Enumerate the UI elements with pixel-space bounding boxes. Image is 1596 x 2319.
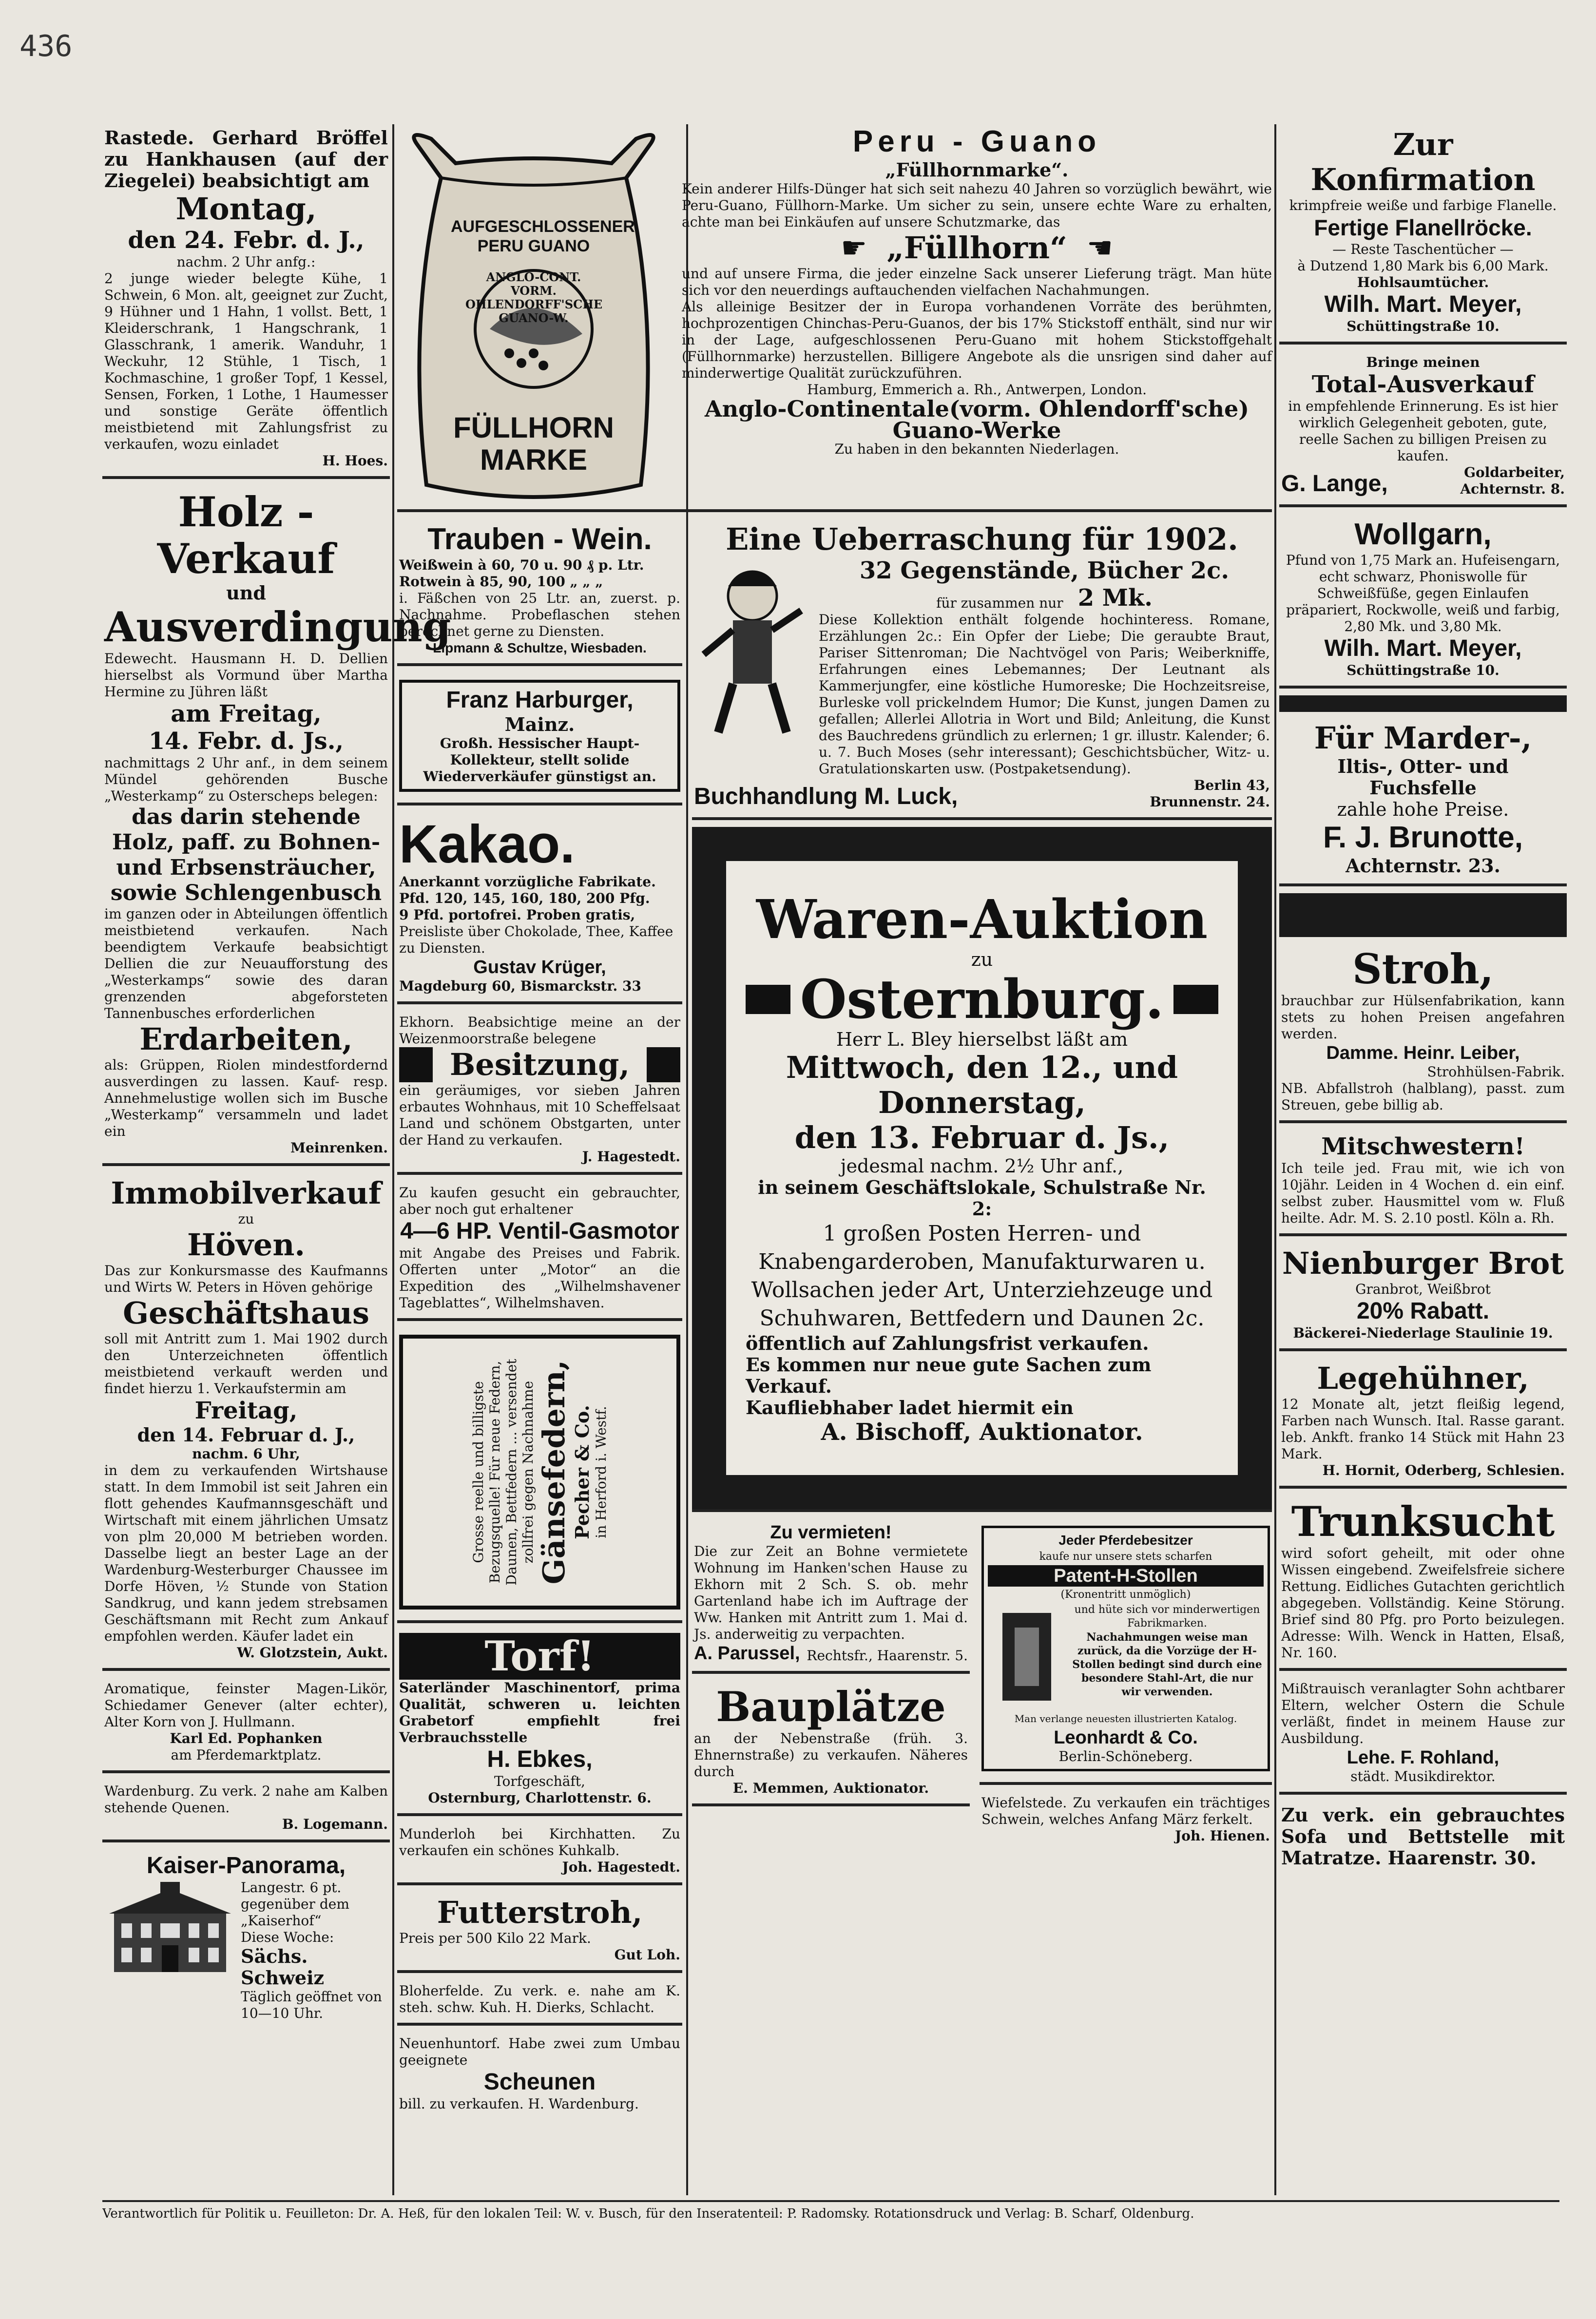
sack-label-bottom: FÜLLHORN MARKE	[453, 411, 614, 476]
column-1	[102, 124, 451, 2035]
guano-sack-illustration	[397, 124, 670, 509]
ad-holz-verkauf: Holz - Verkauf und Ausverdingung Edewecht. Hausmann H. D. Dellien hierselbst als Vormund über Martha Hermine zu Jühren läßt am Freitag, 14. Febr. d. Js., nachmittags 2 Uhr anf., in dem seinem Mündel gehörenden Busche „Westerkamp“ zu Osterscheps belegen: das darin stehende Holz, paff. zu Bohnen- und Erbsensträucher, sowie Schlengenbusch im ganzen oder in Abteilungen öffentlich meistbietend verkaufen. Nach beendigtem Verkaufe beabsichtigt Dellien die zur Neuaufforstung des „Westerkamps“ sowie des daran grenzenden abgeforsteten Tannenbusches erforderlichen Erdarbeiten, als: Grüppen, Riolen mindestfordernd ausverdingen zu lassen. Kauf- resp. Annehmelustige wollen sich im Busche „Westerkamp“ versammeln und ladet ein Meinrenken.	[102, 486, 390, 1166]
decorative-bar	[1279, 695, 1567, 712]
ad-mitschwestern: Mitschwestern! Ich teile jed. Frau mit, wie ich von 10jähr. Leiden in 4 Wochen d. ein einf. selbst zuber. Hausmittel vom w. Fluß heilte. Adr. M. S. 2.10 postl. Köln a. Rh.	[1279, 1130, 1567, 1236]
ad-bauplaetze: Bauplätze an der Nebenstraße (früh. 3. Ehnernstraße) zu verkaufen. Näheres durch E. Memmen, Auktionator.	[692, 1681, 970, 1806]
ad-auction-broeffel: Rastede. Gerhard Bröffel zu Hankhausen (auf der Ziegelei) beabsichtigt am Montag, den 24. Febr. d. J., nachm. 2 Uhr anfg.: 2 junge wieder belegte Kühe, 1 Schwein, 6 Mon. alt, geeignet zur Zucht, 9 Hühner und 1 Hahn, 1 vollst. Bett, 1 Kleiderschrank, 1 Hangschrank, 1 Glasschrank, 1 amerik. Wanduhr, 1 Weckuhr, 12 Stühle, 1 Tisch, 1 Kochmaschine, 1 großer Topf, 1 Kessel, Sensen, Forken, 1 Lothe, 1 Haumesser und sonstige Geräte öffentlich meistbietend mit Zahlungsfrist zu verkaufen, wozu einladet H. Hoes.	[102, 124, 390, 479]
ad-besitzung: Ekhorn. Beabsichtige meine an der Weizenmoorstraße belegene Besitzung, ein geräumiges, vor sieben Jahren erbautes Wohnhaus, mit 10 Scheffelsaat Land und schönem Obstgarten, unter der Hand zu verkaufen. J. Hagestedt.	[397, 1011, 682, 1175]
ad-peru-guano: AUFGESCHLOSSENER PERU GUANO ANGLO-CONT. VORM. OHLENDORFF'SCHE GUANO-W. FÜLLHORN MARKE Peru - Guano „Füllhornmarke“. Kein anderer Hilfs-Dünger hat sich seit nahezu 40 Jahren so vorzüglich bewährt, wie Peru-Guano, Füllhorn-Marke. Um sicher zu sein, unsere echte Ware zu erhalten, achte man bei Einkäufen auf unsere Schutzmarke, das ☛ „Füllhorn“ ☛ und auf unsere Firma, die jeder einzelne Sack unserer Lieferung trägt. Man hüte sich vor den neuerdings auftauchenden vielfachen Nachahmungen. Als alleinige Besitzer der in Europa vorhandenen Vorräte des berühmten, hochprozentigen Chinchas-Peru-Guanos, der bis 17% Stickstoff enthält, sind nur wir in der Lage, aufgeschlossenen Peru-Guano mit hohem Stickstoffgehalt (Füllhornmarke) herzustellen. Billigere Angebote als die unsrigen sind daher auf minderwertige Qualität zurückzuführen. Hamburg, Emmerich a. Rh., Antwerpen, London. Anglo-Continentale(vorm. Ohlendorff'sche) Guano-Werke Zu haben in den bekannten Niederlagen.	[397, 124, 1272, 512]
ad-immobilverkauf: Immobilverkauf zu Höven. Das zur Konkursmasse des Kaufmanns und Wirts W. Peters in Höven gehörige Geschäftshaus soll mit Antritt zum 1. Mai 1902 durch den Unterzeichneten öffentlich meistbietend verkauft werden und findet hierzu 1. Verkaufstermin am Freitag, den 14. Februar d. J., nachm. 6 Uhr, in dem zu verkaufenden Wirtshause statt. In dem Immobil ist seit Jahren ein flott gehendes Kaufmannsgeschäft und Wirtschaft mit einem jährlichen Umsatz von plm 20,000 M betrieben worden. Dasselbe liegt an bester Lage an der Wardenburg-Westerburger Chaussee im Dorfe Höven, ½ Stunde von Station Sandkrug, und kann jedem strebsamen Geschäftsmann mit Recht zum Ankauf empfohlen werden. Käufer ladet ein W. Glotzstein, Aukt.	[102, 1173, 390, 1671]
pointing-hand-icon: ☛	[1086, 231, 1113, 265]
ad-h-stollen: Jeder Pferdebesitzer kaufe nur unsere stets scharfen Patent-H-Stollen (Kronentritt unmöglich) und hüte sich vor minderwertigen Fabrikmarken. Nachahmungen weise man zurück, da die Vorzüge der H-Stollen bedingt sind durch eine besondere Stahl-Art, die nur wir verwenden. Man verlange neuesten illustrierten Katalog. Leonhardt & Co. Berlin-Schöneberg.	[980, 1519, 1272, 1785]
panorama-building-illustration	[104, 1879, 236, 1977]
ad-wollgarn: Wollgarn, Pfund von 1,75 Mark an. Hufeisengarn, echt schwarz, Phoniswolle für Schweißfüße, gegen Einlaufen präpariert, Rockwolle, weiß und farbig, 2,80 Mk. und 3,80 Mk. Wilh. Mart. Meyer, Schüttingstraße 10.	[1279, 514, 1567, 689]
ad-kaiser-panorama: Kaiser-Panorama, Langestr. 6 pt. gegenüber dem „Kaiserhof“ Diese Woche: Sächs. Schweiz Täglich geöffnet von 10—10 Uhr.	[102, 1849, 390, 2029]
ad-kakao: Kakao. Anerkannt vorzügliche Fabrikate. Pfd. 120, 145, 160, 180, 200 Pfg. 9 Pfd. portofrei. Proben gratis, Preisliste über Chokolade, Thee, Kaffee zu Diensten. Gustav Krüger, Magdeburg 60, Bismarckstr. 33	[397, 812, 682, 1004]
ad-ueberraschung: Eine Ueberraschung für 1902. 32 Gegenstände, Bücher 2c. für zusammen nur 2 Mk. Diese Kollektion enthält folgende hochinteress. Romane, Erzählungen 2c.: Ein Opfer der Liebe; Die geraubte Braut, Pariser Sittenroman; Die Nachtvögel von Paris; Weiberkniffe, Erfahrungen eines Lebemannes; Der Leutnant als Kammerjungfer, eine köstliche Humoreske; Die Hochzeitsreise, Burleske voll prickelndem Humor; Die Kunst, jungen Damen zu gefallen; Allerlei Allotria in Wort und Bild; Anleitung, die Kunst des Bauchredens gründlich zu erlernen; 1 gr. illustr. Kalender; 6. u. 7. Buch Moses (sehr interessant); Geschichtsbücher, Witz- u. Gratulationskarten usw. (Postpaketsendung). Buchhandlung M. Luck, Berlin 43, Brunnenstr. 24.	[692, 519, 1272, 820]
pointing-hand-icon: ☛	[841, 231, 867, 265]
ad-scheunen: Neuenhuntorf. Habe zwei zum Umbau geeignete Scheunen bill. zu verkaufen. H. Wardenburg.	[399, 2035, 680, 2112]
ad-waren-auktion: Waren-Auktion zu Osternburg. Herr L. Bley hierselbst läßt am Mittwoch, den 12., und Donnerstag, den 13. Februar d. Js., jedesmal nachm. 2½ Uhr anf., in seinem Geschäftslokale, Schulstraße Nr. 2: 1 großen Posten Herren- und Knabengarderoben, Manufakturwaren u. Wollsachen jeder Art, Unterziehzeuge und Schuhwaren, Bettfedern und Daunen 2c. öffentlich auf Zahlungsfrist verkaufen. Es kommen nur neue gute Sachen zum Verkauf. Kaufliebhaber ladet hiermit ein A. Bischoff, Auktionator.	[692, 827, 1272, 1512]
ad-traubenwein: Trauben - Wein. Weißwein à 60, 70 u. 90 ₰ p. Ltr. Rotwein à 85, 90, 100 „ „ „ i. Fäßchen von 25 Ltr. an, zuerst. p. Nachnahme. Probeflaschen stehen berechnet gerne zu Diensten. Lipmann & Schultze, Wiesbaden.	[397, 519, 682, 666]
ad-aromatique: Aromatique, feinster Magen-Likör, Schiedamer Genever (alter echter), Alter Korn von J. Hullmann. Karl Ed. Pophanken am Pferdemarktplatz.	[102, 1678, 390, 1773]
ad-torf: Torf! Saterländer Maschinentorf, prima Qualität, schweren u. leichten Grabetorf empfiehlt frei Verbrauchsstelle H. Ebkes, Torfgeschäft, Osternburg, Charlottenstr. 6.	[397, 1630, 682, 1816]
decorative-bar	[746, 985, 790, 1014]
column-2	[397, 519, 682, 2126]
decorative-bar	[1173, 985, 1218, 1014]
sack-label-mid: ANGLO-CONT. VORM. OHLENDORFF'SCHE GUANO-W.	[465, 270, 603, 325]
sack-label-top: AUFGESCHLOSSENER PERU GUANO	[451, 217, 635, 255]
ad-total-ausverkauf: Bringe meinen Total-Ausverkauf in empfehlende Erinnerung. Es ist hier wirklich Gelegenheit geboten, gute, reelle Sachen zu billigen Preisen zu kaufen. G. Lange, Goldarbeiter, Achternstr. 8.	[1279, 351, 1567, 507]
ad-wardenburg: Wardenburg. Zu verk. 2 nahe am Kalben stehende Quenen. B. Logemann.	[102, 1780, 390, 1842]
ad-stroh: Stroh, brauchbar zur Hülsenfabrikation, kann stets zu hohen Preisen angefahren werden. Damme. Heinr. Leiber, Strohhülsen-Fabrik. NB. Abfallstroh (halblang), passt. zum Streuen, gebe billig ab.	[1279, 943, 1567, 1123]
column-3	[692, 519, 1272, 1858]
ad-sofa: Zu verk. ein gebrauchtes Sofa und Bettstelle mit Matratze. Haarenstr. 30.	[1281, 1804, 1565, 1869]
footer-imprint: Verantwortlich für Politik u. Feuilleton: Dr. A. Heß, für den lokalen Teil: W. v. Busch, für den Inseratenteil: P. Radomsky. Rotationsdruck und Verlag: B. Scharf, Oldenburg.	[102, 2200, 1559, 2222]
ad-harburger: Franz Harburger, Mainz. Großh. Hessischer Haupt-Kollekteur, stellt solide Wiederverkäufer günstigst an.	[397, 673, 682, 805]
ad-gasmotor: Zu kaufen gesucht ein gebrauchter, aber noch gut erhaltener 4—6 HP. Ventil-Gasmotor mit Angabe des Preises und Fabrik. Offerten unter „Motor“ an die Expedition des „Wilhelmshavener Tageblattes“, Wilhelmshaven.	[397, 1182, 682, 1321]
ad-futterstroh: Futterstroh, Preis per 500 Kilo 22 Mark. Gut Loh.	[397, 1892, 682, 1973]
ad-legehuehner: Legehühner, 12 Monate alt, jetzt fleißig legend, Farben nach Wunsch. Ital. Rasse garant. leb. Ankft. franko 14 Stück mit Hahn 23 Mark. H. Hornit, Oderberg, Schlesien.	[1279, 1358, 1567, 1489]
column-rule	[392, 124, 394, 2195]
ad-wiefelstede: Wiefelstede. Zu verkaufen ein trächtiges Schwein, welches Anfang März ferkelt. Joh. Hienen.	[981, 1795, 1270, 1844]
col3-lower-row	[692, 1519, 1272, 1858]
ad-munderloh: Munderloh bei Kirchhatten. Zu verkaufen ein schönes Kuhkalb. Joh. Hagestedt.	[397, 1823, 682, 1885]
ad-gaensefedern: Grosse reelle und billigste Bezugsquelle! Für neue Federn, Daunen, Bettfedern ... versendet zollfrei gegen Nachnahme Gänsefedern, Pecher & Co. in Herford i. Westf.	[397, 1328, 682, 1623]
ad-bloherfelde: Bloherfelde. Zu verk. e. nahe am K. steh. schw. Kuh. H. Dierks, Schlacht.	[397, 1980, 682, 2026]
jester-illustration	[694, 557, 811, 742]
page-number: 436	[19, 29, 73, 63]
ad-rohland: Mißtrauisch veranlagter Sohn achtbarer Eltern, welcher Ostern die Schule verläßt, findet in meinem Hause zur Ausbildung. Lehe. F. Rohland, städt. Musikdirektor.	[1279, 1678, 1567, 1795]
horseshoe-stud-icon	[988, 1603, 1066, 1710]
ad-nienburger-brot: Nienburger Brot Granbrot, Weißbrot 20% Rabatt. Bäckerei-Niederlage Staulinie 19.	[1279, 1243, 1567, 1351]
decorative-bar	[1279, 893, 1567, 937]
column-4	[1279, 124, 1567, 1882]
column-rule	[1274, 124, 1276, 2195]
ad-konfirmation: Zur Konfirmation krimpfreie weiße und farbige Flanelle. Fertige Flanellröcke. — Reste Taschentücher — à Dutzend 1,80 Mark bis 6,00 Mark. Hohlsaumtücher. Wilh. Mart. Meyer, Schüttingstraße 10.	[1279, 124, 1567, 345]
ad-trunksucht: Trunksucht wird sofort geheilt, mit oder ohne Wissen eingebend. Zweifelsfreie sichere Rettung. Eidliches Gutachten gerichtlich abgegeben. Vollständig. Keine Störung. Brief sind 80 Pfg. pro Porto beizulegen. Adresse: Wilh. Wenck in Hatten, Elsaß, Nr. 160.	[1279, 1495, 1567, 1671]
ad-zu-vermieten: Zu vermieten! Die zur Zeit an Bohne vermietete Wohnung im Hanken'schen Hause zu Ekhorn mit 2 Sch. S. ob. mehr Gartenland habe ich im Auftrage der Ww. Hanken mit Antritt zum 1. Mai d. Js. anderweitig zu verpachten. A. Parussel, Rechtsfr., Haarenstr. 5.	[692, 1519, 970, 1674]
ad-marder: Für Marder-, Iltis-, Otter- und Fuchsfelle zahle hohe Preise. F. J. Brunotte, Achternstr. 23.	[1279, 718, 1567, 886]
